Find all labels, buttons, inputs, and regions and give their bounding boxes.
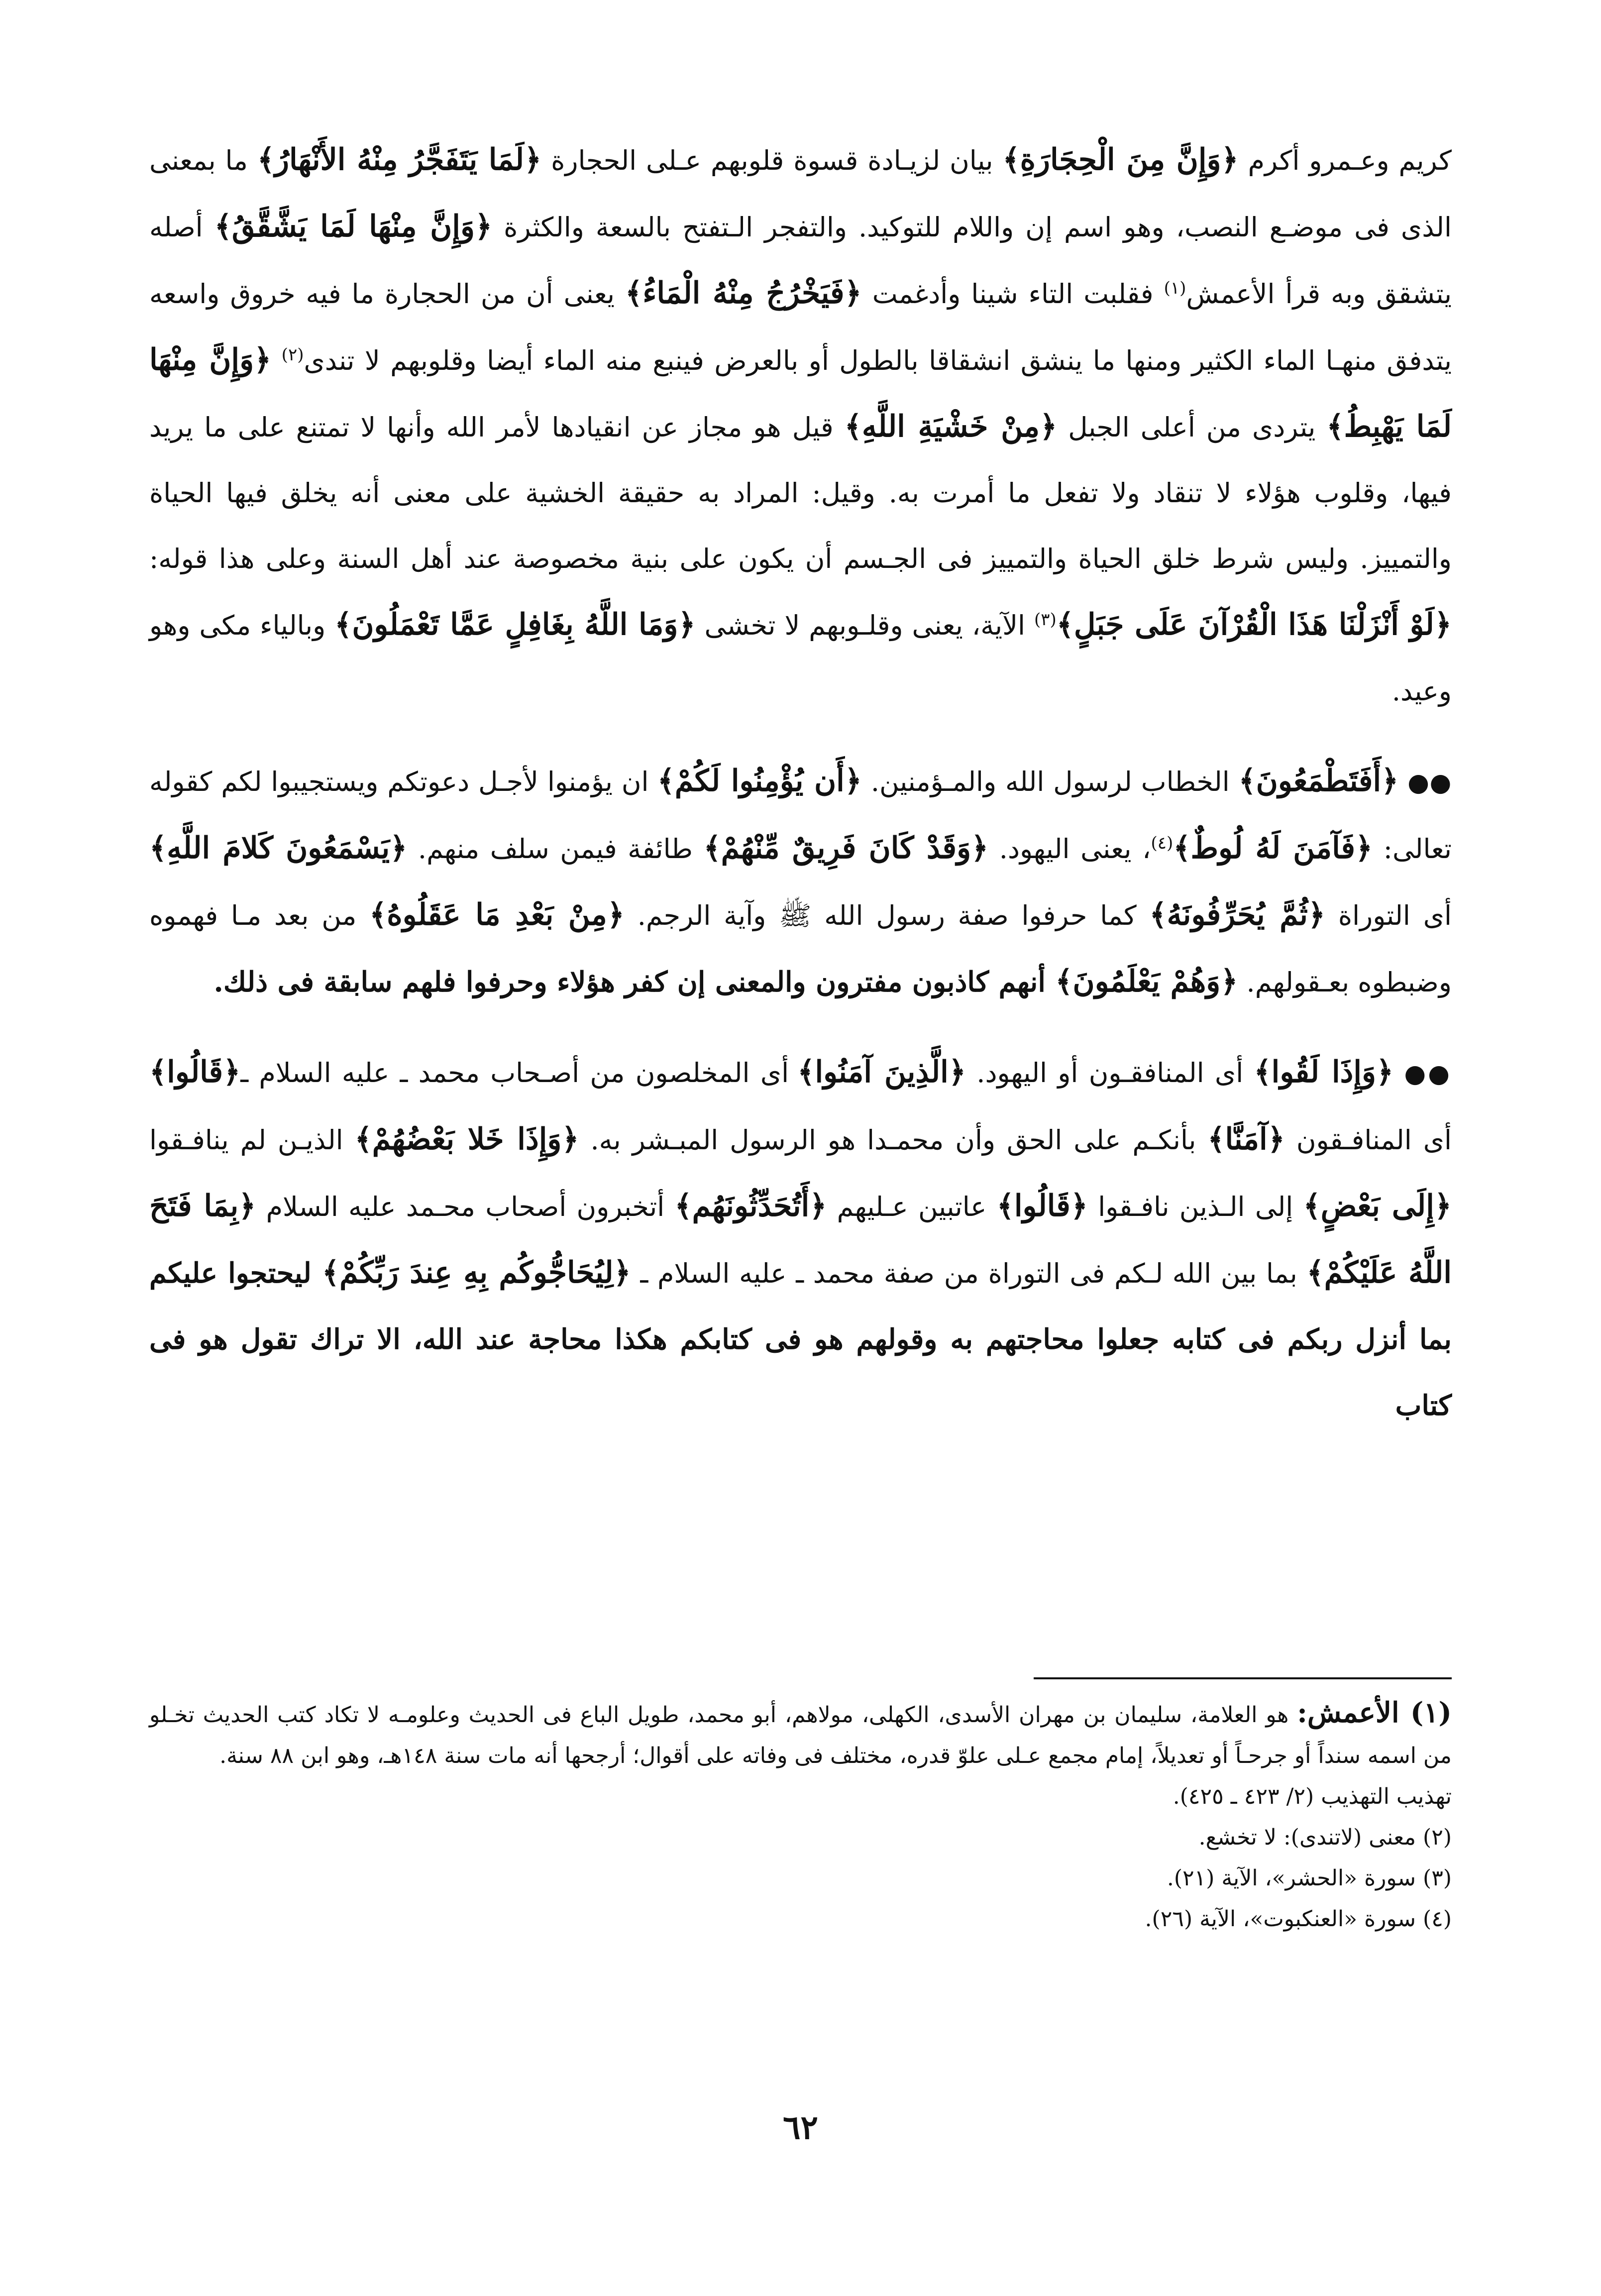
quran-verse: ﴿لَمَا يَتَفَجَّرُ مِنْهُ الأَنْهَارُ﴾ (257, 142, 542, 177)
text-run: الخطاب لرسول الله والمـؤمنين. (861, 766, 1239, 797)
text-run: يتردى من أعلى الجبل (1057, 412, 1327, 443)
quran-verse: ﴿أَن يُؤْمِنُوا لَكُمْ﴾ (657, 764, 862, 798)
text-run: بأنكـم على الحق وأن محمـدا هو الرسول المبـشر به. (579, 1124, 1208, 1156)
footnote-1-reference: تهذيب التهذيب (٢/ ٤٢٣ ـ ٤٢٥). (1173, 1784, 1452, 1809)
quran-verse: ﴿يَسْمَعُونَ كَلامَ اللَّهِ﴾ (149, 831, 408, 866)
text-run: كما حرفوا صفة رسول الله ﷺ وآية الرجم. (624, 900, 1150, 931)
footnote-text: هو العلامة، سليمان بن مهران الأسدى، الكهلى، مولاهم، أبو محمد، طويل الباع فى الحديث وعلومـه لا تكاد كتب الحديث تخـلو من اسمه سنداً أو جرحـاً أو تعديلاً، إمام مجمع عـلى علوّ قدره، مختلف فى وفاته على أقوال؛ أرجحها أنه مات سنة ١٤٨هـ، وهو ابن ٨٨ سنة. (149, 1702, 1452, 1768)
quran-verse: ﴿قَالُوا﴾ (149, 1055, 241, 1090)
quran-verse: ﴿بِمَا فَتَحَ اللَّهُ عَلَيْكُمْ﴾ (149, 1189, 1452, 1290)
text-run (271, 345, 281, 376)
quran-verse: ﴿مِنْ خَشْيَةِ اللَّهِ﴾ (844, 409, 1058, 444)
quran-verse: ﴿وَإِذَا لَقُوا﴾ (1254, 1055, 1394, 1090)
text-run: وبالياء مكى وهو وعيد. (149, 610, 1452, 707)
text-run: أى المنافـقون (1284, 1124, 1452, 1156)
footnote-ref-4: (٤) (1151, 833, 1174, 853)
text-run: إلى الـذين نافـقوا (1087, 1191, 1303, 1222)
quran-verse: ﴿وَمَا اللَّهُ بِغَافِلٍ عَمَّا تَعْمَلُونَ﴾ (334, 607, 696, 642)
quran-verse: ﴿لِيُحَاجُّوكُم بِهِ عِندَ رَبِّكُمْ﴾ (321, 1255, 631, 1290)
quran-verse: ﴿وَإِنَّ مِنْهَا لَمَا يَهْبِطُ﴾ (149, 342, 1452, 444)
footnotes (149, 1692, 1452, 1940)
quran-verse: ﴿وَقَدْ كَانَ فَرِيقٌ مِّنْهُمْ﴾ (703, 831, 989, 866)
quran-verse: ﴿وَإِنَّ مِنْهَا لَمَا يَشَّقَّقُ﴾ (214, 209, 493, 244)
text-run: أى المنافقـون أو اليهود. (966, 1057, 1254, 1089)
text-run: أى التوراة (1325, 900, 1452, 931)
text-run: من بعد مـا فهموه وضبطوه بعـقولهم. (149, 900, 1452, 998)
footnote-4: (٤) سورة «العنكبوت»، الآية (٢٦). (1145, 1906, 1452, 1932)
footnote-1 (149, 1692, 1452, 1776)
text-run: ليحتجوا عليكم بما أنزل ربكم فى كتابه جعلوا محاجتهم به وقولهم هو فى كتابكم هكذا محاجة عند الله، الا تراك تقول هو فى كتاب (149, 1257, 1452, 1422)
text-run: بيان لزيـادة قسوة قلوبهم عـلى الحجارة (541, 145, 1003, 176)
footnote-3: (٣) سورة «الحشر»، الآية (٢١). (1167, 1865, 1452, 1891)
page-number: ٦٢ (783, 2108, 818, 2147)
text-run: أتخبرون أصحاب محـمد عليه السلام (256, 1191, 675, 1222)
text-run: ان يؤمنوا لأجـل دعوتكم ويستجيبوا لكم كقوله تعالى: (149, 766, 1452, 865)
text-run: الآية، يعنى وقلـوبهم لا تخشى (695, 610, 1034, 641)
footnote-label: (١) الأعمش: (1297, 1696, 1452, 1729)
paragraph-1 (149, 127, 1452, 724)
quran-verse: ﴿إِلَى بَعْضٍ﴾ (1303, 1189, 1452, 1223)
text-run: قيل هو مجاز عن انقيادها لأمر الله وأنها لا تمتنع على ما يريد فيها، وقلوب هؤلاء لا تنقاد ولا تفعل ما أمرت به. وقيل: المراد به حقيقة الخشية على معنى أنه يخلق فيها الحياة والتمييز. وليس شرط خلق الحياة والتمييز فى الجـسم أن يكون على بنية مخصوصة عند أهل السنة وعلى هذا قوله: (149, 412, 1452, 574)
text-run: ، يعنى اليهود. (988, 833, 1151, 865)
section-marker: ●● (1407, 767, 1452, 797)
text-run: بما بين الله لـكم فى التوراة من صفة محمد ـ عليه السلام ـ (631, 1258, 1307, 1289)
text-run: يعنى أن من الحجارة ما فيه خروق واسعه يتدفق منهـا الماء الكثير ومنها ما ينشق انشقاقا بالطول أو بالعرض فينبع منه الماء أيضا وقلوبهم لا تندى (149, 278, 1452, 376)
footnote-ref-1: (١) (1164, 278, 1186, 298)
quran-verse: ﴿وَهُمْ يَعْلَمُونَ﴾ (1055, 964, 1238, 999)
footnote-ref-2: (٢) (281, 345, 304, 365)
text-run: أى المخلصون من أصـحاب محمد ـ عليه السلام ـ (240, 1057, 798, 1089)
footnote-2: (٢) معنى (لاتندى): لا تخشع. (1198, 1825, 1452, 1850)
quran-verse: ﴿الَّذِينَ آمَنُوا﴾ (797, 1055, 966, 1090)
quran-verse: ﴿آمَنَّا﴾ (1207, 1122, 1285, 1157)
text-run: فقلبت التاء شينا وأدغمت (861, 278, 1164, 310)
text-run: أنهم كاذبون مفترون والمعنى إن كفر هؤلاء وحرفوا فلهم سابقة فى ذلك. (213, 966, 1056, 998)
footnote-divider (1034, 1677, 1452, 1679)
text-run: طائفة فيمن سلف منهم. (407, 833, 704, 865)
footnote-ref-3: (٣) (1034, 610, 1057, 630)
quran-verse: ﴿مِنْ بَعْدِ مَا عَقَلُوهُ﴾ (369, 897, 625, 932)
text-run: عاتبين عـليهم (827, 1191, 997, 1222)
quran-verse: ﴿وَإِذَا خَلا بَعْضُهُمْ﴾ (354, 1122, 579, 1157)
text-run: أصله يتشقق وبه قرأ الأعمش (149, 212, 1452, 310)
quran-verse: ﴿فَآمَنَ لَهُ لُوطٌ﴾ (1173, 831, 1373, 866)
text-run: كريم وعـمرو أكرم (1238, 145, 1452, 176)
quran-verse: ﴿وَإِنَّ مِنَ الْحِجَارَةِ﴾ (1002, 142, 1239, 177)
quran-verse: ﴿لَوْ أَنْزَلْنَا هَذَا الْقُرْآنَ عَلَى جَبَلٍ﴾ (1056, 607, 1452, 642)
main-text (149, 127, 1452, 1439)
quran-verse: ﴿ثُمَّ يُحَرِّفُونَهُ﴾ (1149, 897, 1326, 932)
quran-verse: ﴿أَتُحَدِّثُونَهُم﴾ (674, 1189, 827, 1223)
quran-verse: ﴿قَالُوا﴾ (996, 1189, 1088, 1223)
quran-verse: ﴿فَيَخْرُجُ مِنْهُ الْمَاءُ﴾ (625, 276, 862, 311)
text-run: ما بمعنى الذى فى موضـع النصب، وهو اسم إن واللام للتوكيد. والتفجر الـتفتح بالسعة والكثرة (149, 145, 1452, 243)
text-run: الذيـن لم ينافـقوا (149, 1124, 355, 1156)
section-marker: ●● (1404, 1059, 1452, 1088)
paragraph-2 (149, 748, 1452, 1015)
quran-verse: ﴿أَفَتَطْمَعُونَ﴾ (1238, 764, 1399, 798)
paragraph-3 (149, 1039, 1452, 1439)
